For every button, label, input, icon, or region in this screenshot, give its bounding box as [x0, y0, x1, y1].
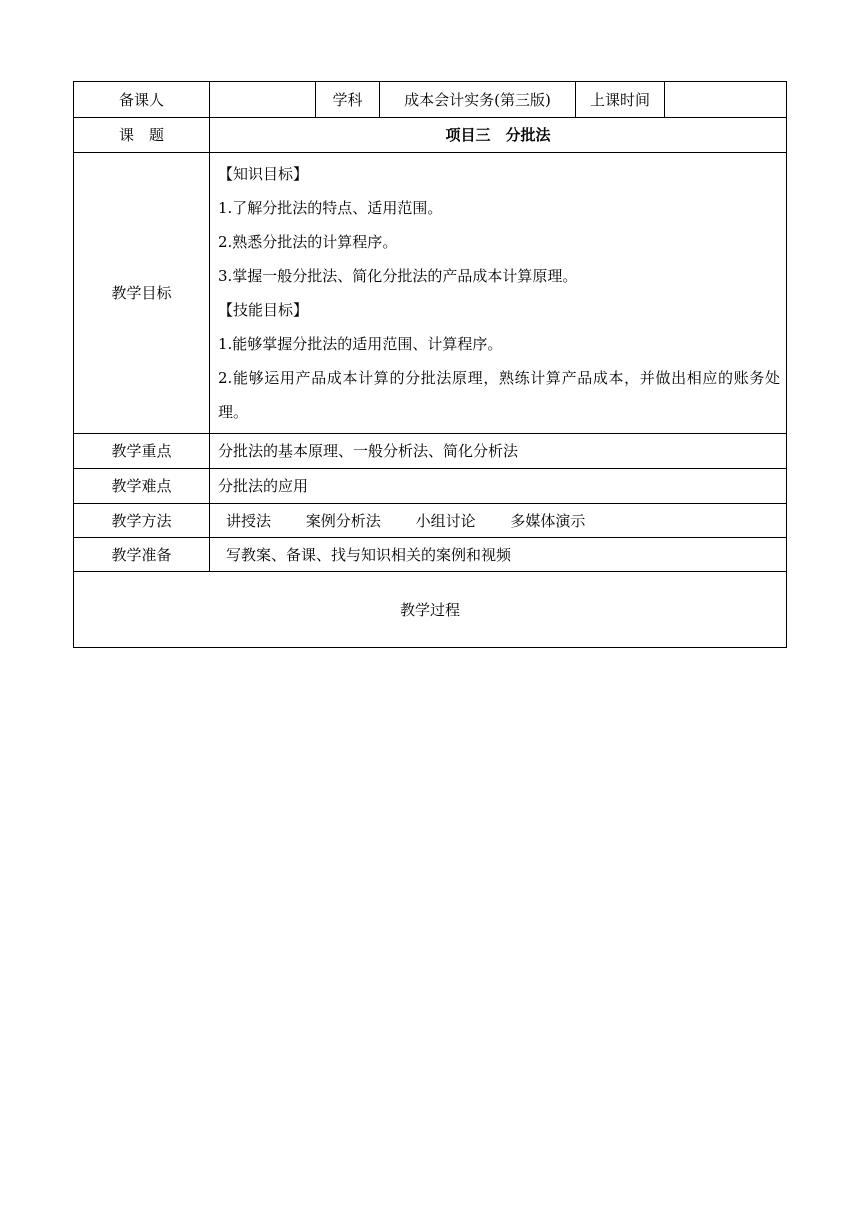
skill-item: 1.能够掌握分批法的适用范围、计算程序。	[218, 335, 503, 353]
method-item: 讲授法	[226, 511, 272, 530]
methods-list	[210, 504, 787, 538]
header-row	[74, 82, 787, 118]
method-item: 多媒体演示	[510, 511, 586, 530]
difficulties-label: 教学难点	[74, 469, 210, 504]
knowledge-heading: 【知识目标】	[218, 165, 309, 183]
knowledge-item: 2.熟悉分批法的计算程序。	[218, 233, 398, 251]
key-points-row	[74, 434, 787, 469]
subject-label: 学科	[316, 82, 380, 118]
preparation-label: 教学准备	[74, 538, 210, 572]
method-item: 小组讨论	[415, 511, 476, 530]
topic-title: 项目三 分批法	[210, 118, 787, 153]
skill-heading: 【技能目标】	[218, 301, 309, 319]
topic-row	[74, 118, 787, 153]
objectives-content	[210, 153, 787, 434]
subject-value: 成本会计实务(第三版)	[380, 82, 576, 118]
topic-label: 课 题	[74, 118, 210, 153]
process-row	[74, 572, 787, 648]
lesson-plan-table	[73, 81, 787, 648]
objectives-label: 教学目标	[74, 153, 210, 434]
process-heading: 教学过程	[74, 572, 787, 648]
difficulties-row	[74, 469, 787, 504]
knowledge-item: 3.掌握一般分批法、简化分批法的产品成本计算原理。	[218, 267, 578, 285]
methods-row	[74, 504, 787, 538]
time-value	[665, 82, 787, 118]
preparer-value	[210, 82, 316, 118]
knowledge-item: 1.了解分批法的特点、适用范围。	[218, 199, 443, 217]
preparation-value: 写教案、备课、找与知识相关的案例和视频	[210, 538, 787, 572]
methods-label: 教学方法	[74, 504, 210, 538]
preparer-label: 备课人	[74, 82, 210, 118]
key-points-label: 教学重点	[74, 434, 210, 469]
objectives-row	[74, 153, 787, 434]
time-label: 上课时间	[576, 82, 665, 118]
method-item: 案例分析法	[305, 511, 381, 530]
difficulties-value: 分批法的应用	[210, 469, 787, 504]
key-points-value: 分批法的基本原理、一般分析法、简化分析法	[210, 434, 787, 469]
skill-item: 2.能够运用产品成本计算的分批法原理，熟练计算产品成本，并做出相应的账务处理。	[218, 369, 780, 421]
preparation-row	[74, 538, 787, 572]
